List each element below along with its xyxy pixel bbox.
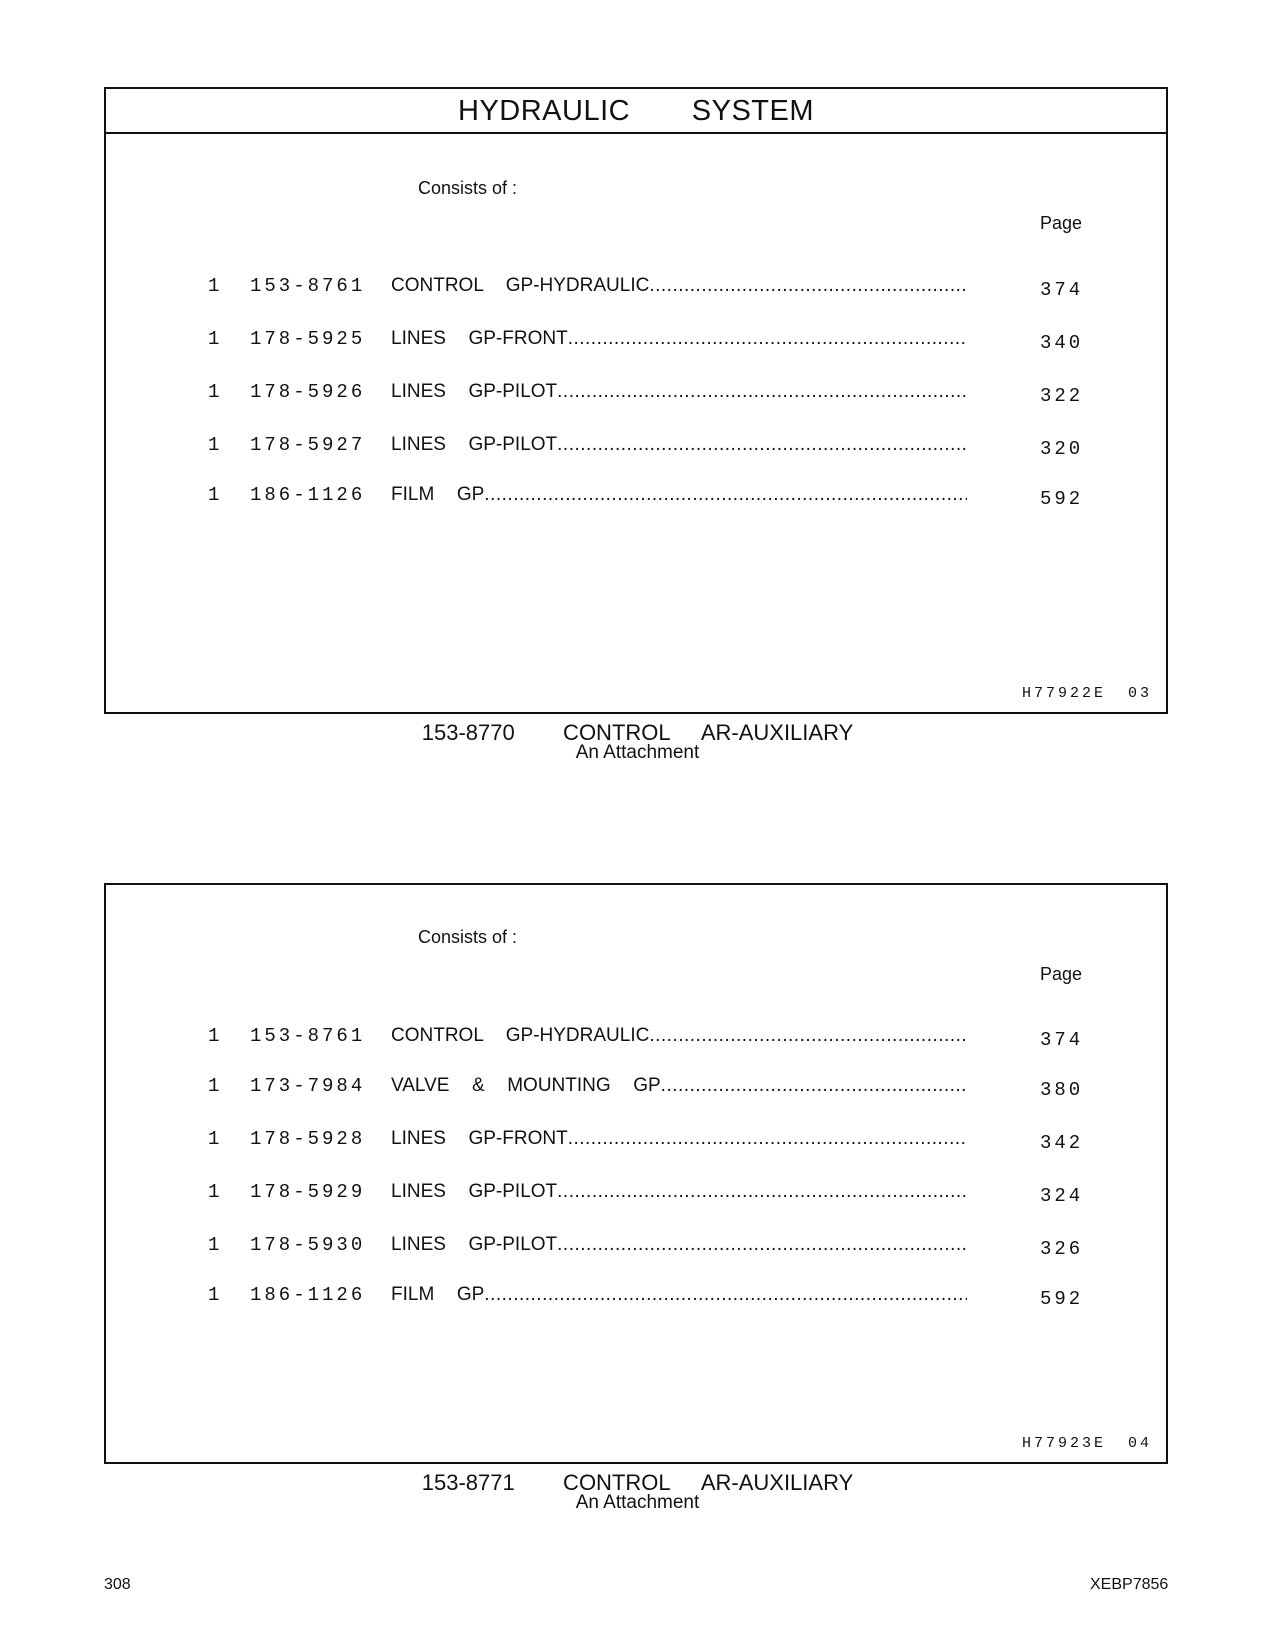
page-number: 308: [104, 1576, 131, 1593]
part-number: 153-8761: [250, 1025, 366, 1047]
parts-box-1: [104, 87, 1168, 714]
part-number: 186-1126: [250, 1284, 366, 1306]
qty: 1: [208, 1128, 220, 1150]
page-ref: 322: [1040, 385, 1084, 407]
table-row: [106, 1075, 1166, 1105]
table-row: [106, 434, 1166, 464]
part-description: LINES GP-PILOT .....: [391, 1181, 967, 1203]
table-row: [106, 381, 1166, 411]
table-row: [106, 1181, 1166, 1211]
qty: 1: [208, 1234, 220, 1256]
part-number: 153-8761: [250, 275, 366, 297]
qty: 1: [208, 434, 220, 456]
page-ref: 320: [1040, 438, 1084, 460]
qty: 1: [208, 1075, 220, 1097]
part-description: FILM GP .....: [391, 484, 967, 506]
part-description: VALVE & MOUNTING GP .....: [391, 1075, 967, 1097]
illustration-code: [1022, 1435, 1152, 1452]
qty: 1: [208, 1025, 220, 1047]
parts-box-2: [104, 883, 1168, 1464]
part-description: LINES GP-PILOT .....: [391, 1234, 967, 1256]
part-number: 186-1126: [250, 484, 366, 506]
qty: 1: [208, 484, 220, 506]
page-ref: 374: [1040, 1029, 1084, 1051]
part-number: 178-5928: [250, 1128, 366, 1150]
table-row: [106, 1284, 1166, 1314]
caption-subtitle: An Attachment: [575, 742, 700, 763]
part-number: 173-7984: [250, 1075, 366, 1097]
qty: 1: [208, 328, 220, 350]
qty: 1: [208, 1181, 220, 1203]
part-description: CONTROL GP-HYDRAULIC .....: [391, 275, 967, 297]
page-ref: 326: [1040, 1238, 1084, 1260]
table-row: [106, 275, 1166, 305]
table-row: [106, 1128, 1166, 1158]
page-ref: 380: [1040, 1079, 1084, 1101]
table-row: [106, 328, 1166, 358]
attachment-caption: [0, 1472, 1275, 1512]
table-row: [106, 1025, 1166, 1055]
consists-of-label: Consists of :: [418, 178, 518, 198]
code-number: H77923E: [1021, 1435, 1106, 1452]
page-ref: 342: [1040, 1132, 1084, 1154]
qty: 1: [208, 1284, 220, 1306]
part-description: LINES GP-PILOT .....: [391, 381, 967, 403]
table-row: [106, 1234, 1166, 1264]
part-description: FILM GP .....: [391, 1284, 967, 1306]
section-header: HYDRAULIC SYSTEM: [106, 89, 1166, 134]
page-ref: 324: [1040, 1185, 1084, 1207]
page-ref: 340: [1040, 332, 1084, 354]
table-row: [106, 484, 1166, 514]
part-description: CONTROL GP-HYDRAULIC .....: [391, 1025, 967, 1047]
part-number: 178-5929: [250, 1181, 366, 1203]
caption-title: 153-8771 CONTROL AR-AUXILIARY: [421, 1470, 854, 1495]
document-id: XEBP7856: [1090, 1576, 1169, 1593]
part-number: 178-5926: [250, 381, 366, 403]
qty: 1: [208, 381, 220, 403]
page-ref: 592: [1040, 1288, 1084, 1310]
qty: 1: [208, 275, 220, 297]
consists-of-label: Consists of :: [418, 927, 518, 947]
page-ref: 592: [1040, 488, 1084, 510]
page-ref: 374: [1040, 279, 1084, 301]
code-revision: 04: [1127, 1435, 1152, 1452]
part-description: LINES GP-FRONT .....: [391, 328, 967, 350]
page-column-label: Page: [1040, 964, 1083, 984]
attachment-caption: [0, 722, 1275, 762]
part-number: 178-5925: [250, 328, 366, 350]
part-description: LINES GP-PILOT .....: [391, 434, 967, 456]
code-number: H77922E: [1021, 685, 1106, 702]
caption-subtitle: An Attachment: [575, 1492, 700, 1513]
page-column-label: Page: [1040, 213, 1083, 233]
part-description: LINES GP-FRONT .....: [391, 1128, 967, 1150]
caption-title: 153-8770 CONTROL AR-AUXILIARY: [421, 720, 854, 745]
illustration-code: [1022, 685, 1152, 702]
code-revision: 03: [1127, 685, 1152, 702]
part-number: 178-5927: [250, 434, 366, 456]
part-number: 178-5930: [250, 1234, 366, 1256]
